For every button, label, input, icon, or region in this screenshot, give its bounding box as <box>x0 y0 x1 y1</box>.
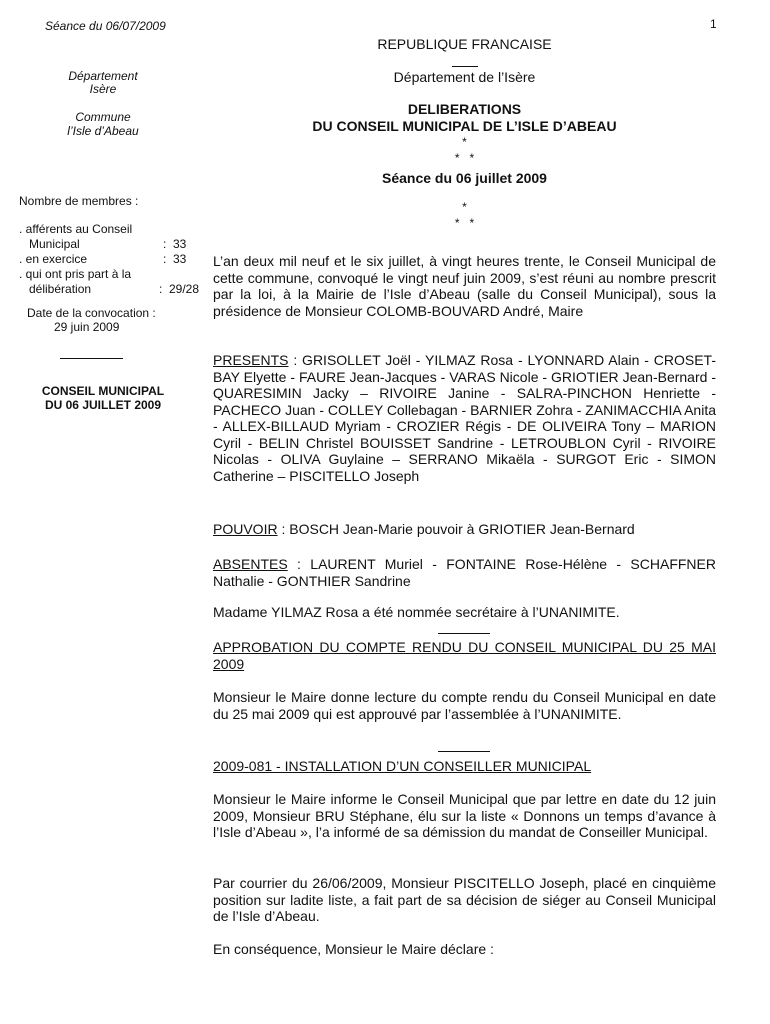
presents-text: : GRISOLLET Joël - YILMAZ Rosa - LYONNARD Alain - CROSET-BAY Elyette - FAURE Jean-Jacques - VARAS Nicole - GRIOTIER Jean-Bernard - QUARESIMIN Jacky – RIVOIRE Janine - SALRA-PINCHON Henriette - PACHECO Juan - COLLEY Collebagan - BARNIER Zohra - ZANIMACCHIA Anita - ALLEX-BILLAUD Myriam - CROZIER Régis - DE OLIVEIRA Tony – MARION Cyril - BELIN Christel BOUISSET Sandrine - LETROUBLON Cyril - RIVOIRE Nicolas - OLIVA Guylaine – SERRANO Mikaëla - SURGOT Eric - SIMON Catherine – PISCITELLO Joseph <box>213 352 716 484</box>
star-separator: * * <box>454 216 475 230</box>
presents-label: PRESENTS <box>213 352 289 368</box>
commune-label: Commune <box>75 110 131 124</box>
convocation-label: Date de la convocation : <box>27 306 156 320</box>
divider <box>452 66 478 67</box>
pouvoir-label: POUVOIR <box>213 521 278 537</box>
item-heading <box>213 758 716 775</box>
session-title: Séance du 06 juillet 2009 <box>382 170 547 186</box>
item-paragraph-1: Monsieur le Maire informe le Conseil Municipal que par lettre en date du 12 juin 2009, Monsieur BRU Stéphane, élu sur la liste « Donnons un temps d’avance à l’Isle d’Abeau », l’a informé de sa démission du mandat de Conseiller Municipal. <box>213 791 716 840</box>
item-paragraph-3: En conséquence, Monsieur le Maire déclare : <box>213 941 494 957</box>
members-row <box>19 222 199 237</box>
department-label: Département <box>68 69 138 83</box>
absentes-label: ABSENTES <box>213 556 288 572</box>
item-heading-text: 2009-081 - INSTALLATION D’UN CONSEILLER MUNICIPAL <box>213 758 592 774</box>
divider <box>438 751 490 752</box>
members-row-label: . qui ont pris part à la <box>19 267 132 281</box>
members-row-value: : 33 <box>163 237 187 251</box>
pouvoir-text: : BOSCH Jean-Marie pouvoir à GRIOTIER Jean-Bernard <box>277 521 635 537</box>
members-row-label: . afférents au Conseil <box>19 222 133 236</box>
intro-paragraph: L’an deux mil neuf et le six juillet, à vingt heures trente, le Conseil Municipal de cette commune, convoqué le vingt neuf juin 2009, s’est réuni au nombre prescrit par la loi, à la Mairie de l’Isle d’Abeau (salle du Conseil Municipal), sous la présidence de Monsieur COLOMB-BOUVARD André, Maire <box>213 253 716 319</box>
approval-paragraph: Monsieur le Maire donne lecture du compte rendu du Conseil Municipal en date du 25 mai 2009 qui est approuvé par l’assemblée à l’UNANIMITE. <box>213 689 716 722</box>
department-value: Isère <box>89 82 117 96</box>
secretary-paragraph: Madame YILMAZ Rosa a été nommée secrétaire à l’UNANIMITE. <box>213 604 620 620</box>
presents-paragraph <box>213 352 716 484</box>
members-row <box>19 237 199 252</box>
members-row-label: Municipal <box>19 237 80 251</box>
members-row <box>19 282 199 297</box>
republic-heading: REPUBLIQUE FRANCAISE <box>377 36 552 52</box>
members-title: Nombre de membres : <box>19 194 139 208</box>
members-row <box>19 252 199 267</box>
star-separator: * <box>462 200 467 214</box>
absentes-text: : LAURENT Muriel - FONTAINE Rose-Hélène - SCHAFFNER Nathalie - GONTHIER Sandrine <box>213 556 716 589</box>
members-row-label: . en exercice <box>19 252 88 266</box>
star-separator: * * <box>454 151 475 165</box>
commune-value: l’Isle d’Abeau <box>67 124 139 138</box>
divider <box>60 358 123 359</box>
session-date: Séance du 06/07/2009 <box>45 19 166 33</box>
approval-heading: APPROBATION DU COMPTE RENDU DU CONSEIL MUNICIPAL DU 25 MAI 2009 <box>213 639 716 672</box>
pouvoir-paragraph <box>213 521 716 538</box>
members-list <box>19 222 199 297</box>
members-row-label: délibération <box>19 282 92 296</box>
star-separator: * <box>462 135 467 149</box>
council-line1: CONSEIL MUNICIPAL <box>41 384 165 398</box>
page-number: 1 <box>710 17 717 31</box>
council-line2: DU 06 JUILLET 2009 <box>44 398 162 412</box>
members-row <box>19 267 199 282</box>
item-paragraph-2: Par courrier du 26/06/2009, Monsieur PISCITELLO Joseph, placé en cinquième position sur ladite liste, a fait part de sa décision de siéger au Conseil Municipal de l’Isle d’Abeau. <box>213 875 716 924</box>
members-row-value: : 29/28 <box>158 282 199 296</box>
title-line1: DELIBERATIONS <box>407 101 522 117</box>
department-line: Département de l’Isère <box>393 69 536 85</box>
divider <box>438 633 490 634</box>
members-row-value: : 33 <box>163 252 187 266</box>
absentes-paragraph <box>213 556 716 589</box>
title-line2: DU CONSEIL MUNICIPAL DE L’ISLE D’ABEAU <box>312 118 617 134</box>
convocation-date: 29 juin 2009 <box>54 320 120 334</box>
